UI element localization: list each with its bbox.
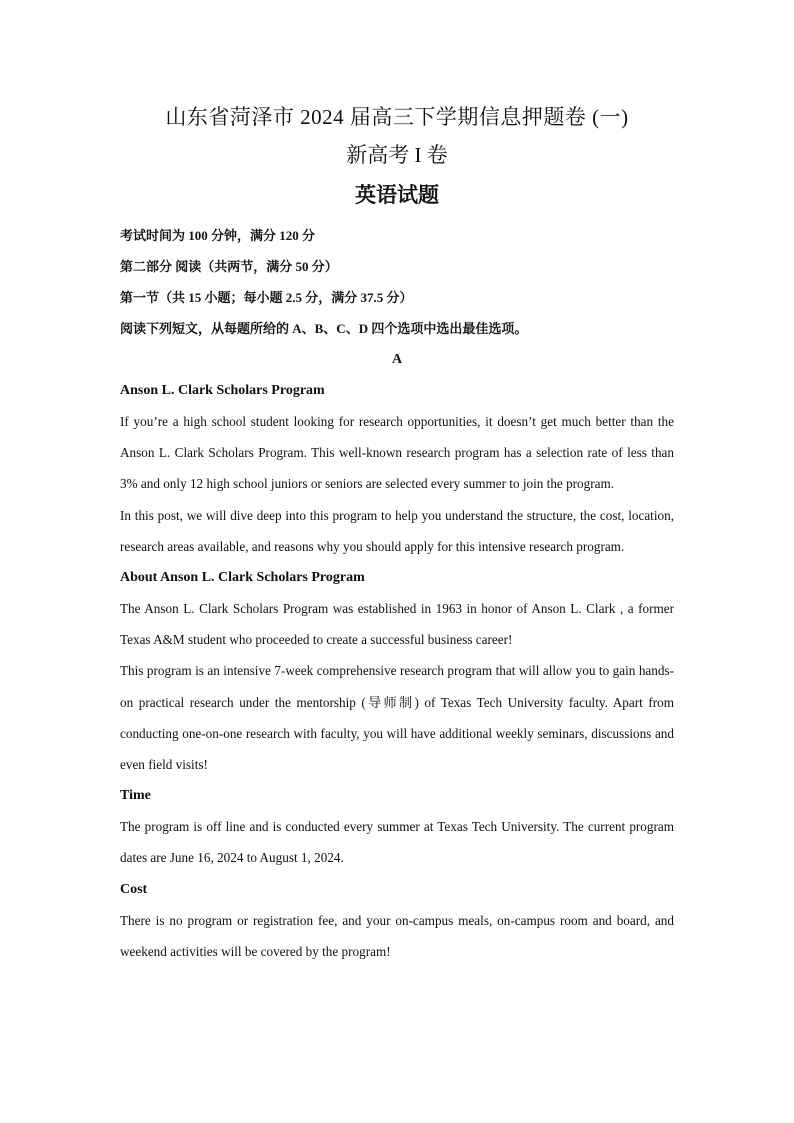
cost-heading: Cost	[120, 881, 148, 897]
time-heading: Time	[120, 788, 151, 804]
passage-intro-paragraph: If you’re a high school student looking for research opportunities, it doesn’t get much better than the Anson L. Clark Scholars Program. This well-known research program has a selection rate of less than 3% and only 12 high school juniors or seniors are selected every summer to join the program.	[120, 414, 674, 492]
about-heading: About Anson L. Clark Scholars Program	[120, 570, 365, 586]
exam-subtitle: 新高考 I 卷	[346, 143, 448, 167]
about-paragraph: The Anson L. Clark Scholars Program was established in 1963 in honor of Anson L. Clark , a former Texas A&M student who proceeded to create a successful business career!	[120, 601, 674, 648]
exam-subject: 英语试题	[355, 183, 439, 207]
cost-paragraph: There is no program or registration fee, and your on-campus meals, on-campus room and board, and weekend activities will be covered by the program!	[120, 912, 674, 959]
passage-label: A	[391, 352, 403, 367]
exam-instruction: 阅读下列短文，从每题所给的 A、B、C、D 四个选项中选出最佳选项。	[120, 321, 528, 336]
page-content	[120, 98, 674, 967]
time-paragraph: The program is off line and is conducted every summer at Texas Tech University. The current program dates are June 16, 2024 to August 1, 2024.	[120, 819, 674, 866]
exam-part: 第二部分 阅读（共两节，满分 50 分）	[120, 259, 338, 274]
exam-time-score: 考试时间为 100 分钟，满分 120 分	[120, 228, 316, 243]
passage-title: Anson L. Clark Scholars Program	[120, 383, 325, 398]
passage-intro-paragraph-2: In this post, we will dive deep into this program to help you understand the structure, the cost, location, research areas available, and reasons why you should apply for this intensive research program.	[120, 507, 674, 554]
exam-title: 山东省菏泽市 2024 届高三下学期信息押题卷 (一)	[165, 105, 629, 129]
about-paragraph-2: This program is an intensive 7-week comprehensive research program that will allow you to gain hands-on practical research under the mentorship (导师制) of Texas Tech University faculty. Apart from conducting one-on-one research with faculty, you will have additional weekly seminars, discussions and even field visits!	[120, 663, 674, 773]
exam-section: 第一节（共 15 小题；每小题 2.5 分，满分 37.5 分）	[120, 290, 413, 305]
